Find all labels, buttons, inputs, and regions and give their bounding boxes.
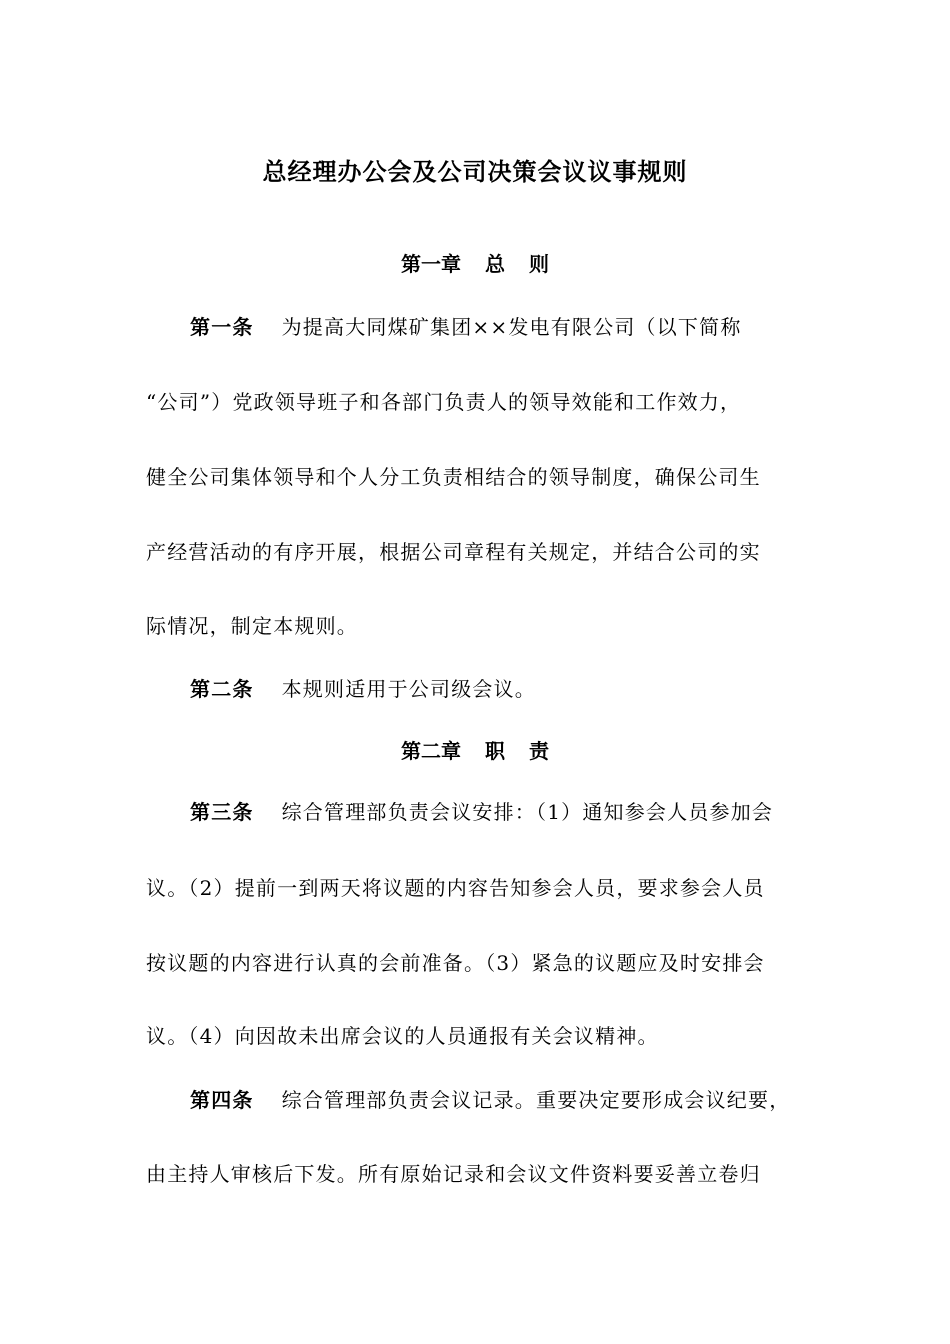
article-label: 第四条 [190, 1088, 254, 1112]
article-4-line-1 [190, 1086, 870, 1114]
document-title: 总经理办公会及公司决策会议议事规则 [262, 157, 688, 186]
chapter-heading-1 [0, 250, 950, 278]
chapter-name: 总 [485, 252, 505, 276]
article-label: 第三条 [190, 800, 254, 824]
article-1-line-4: 产经营活动的有序开展，根据公司章程有关规定，并结合公司的实 [146, 540, 761, 564]
article-3-line-1 [190, 798, 870, 826]
article-text: 综合管理部负责会议记录。重要决定要形成会议纪要， [281, 1088, 791, 1112]
article-1-line-1 [190, 313, 870, 341]
article-text: 为提高大同煤矿集团××发电有限公司（以下简称 [281, 315, 742, 339]
article-1-line-5: 际情况，制定本规则。 [146, 614, 358, 638]
article-3-line-2: 议。（2）提前一到两天将议题的内容告知参会人员，要求参会人员 [146, 876, 765, 900]
article-1-line-2: “公司”）党政领导班子和各部门负责人的领导效能和工作效力， [146, 390, 742, 414]
chapter-label: 第一章 [401, 252, 461, 276]
article-4-line-2: 由主持人审核后下发。所有原始记录和会议文件资料要妥善立卷归 [146, 1162, 761, 1186]
article-3-line-3: 按议题的内容进行认真的会前准备。（3）紧急的议题应及时安排会 [146, 951, 765, 975]
chapter-name: 责 [529, 739, 549, 763]
article-2-line-1 [190, 675, 870, 703]
article-3-line-4: 议。（4）向因故未出席会议的人员通报有关会议精神。 [146, 1024, 659, 1048]
article-label: 第二条 [190, 677, 254, 701]
chapter-name: 则 [529, 252, 549, 276]
chapter-label: 第二章 [401, 739, 461, 763]
chapter-name: 职 [485, 739, 505, 763]
article-1-line-3: 健全公司集体领导和个人分工负责相结合的领导制度，确保公司生 [146, 465, 761, 489]
chapter-heading-2 [0, 737, 950, 765]
article-label: 第一条 [190, 315, 254, 339]
article-text: 本规则适用于公司级会议。 [281, 677, 537, 701]
article-text: 综合管理部负责会议安排：（1）通知参会人员参加会 [281, 800, 774, 824]
